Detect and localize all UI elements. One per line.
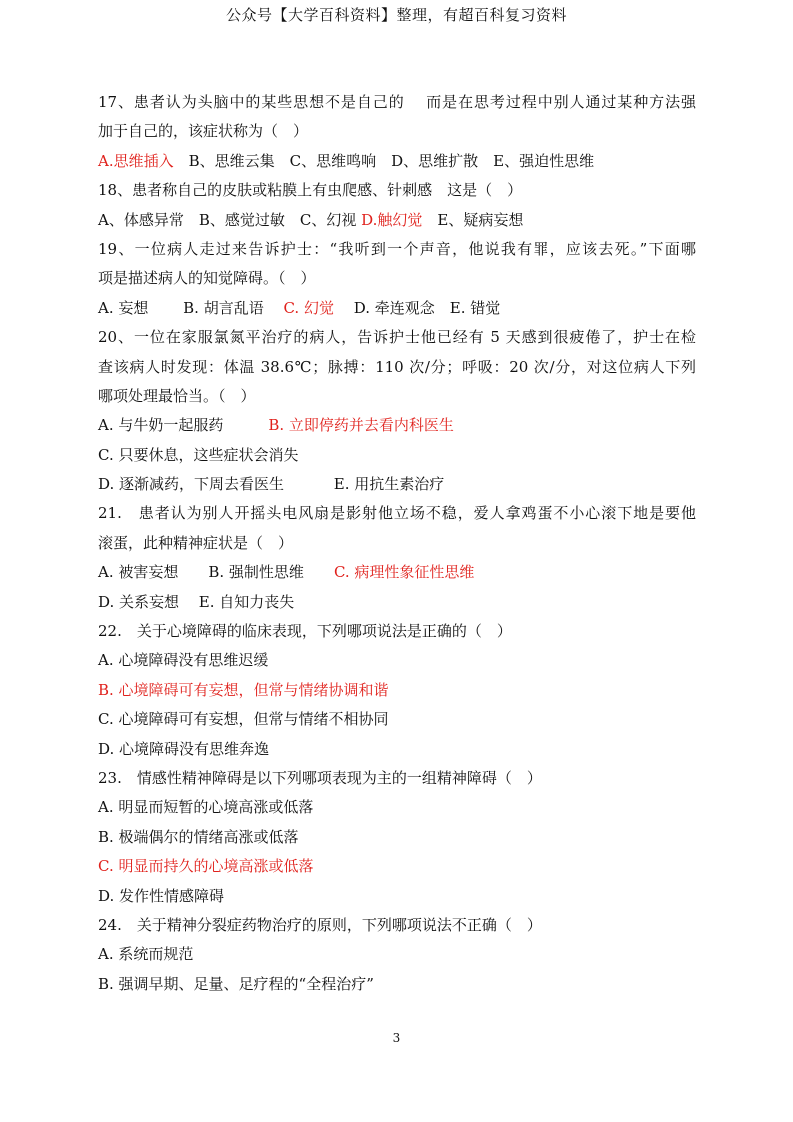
question-text: 18、患者称自己的皮肤或粘膜上有虫爬感、针刺感 这是（ ） [98,181,523,200]
page-header: 公众号【大学百科资料】整理，有超百科复习资料 [225,6,567,24]
question-text: 24. 关于精神分裂症药物治疗的原则，下列哪项说法不正确（ ） [98,915,542,934]
question-text: D. 关系妄想 E. 自知力丧失 [98,592,295,611]
question-text: B. 强调早期、足量、足疗程的“全程治疗” [98,974,374,993]
question-text: A. 明显而短暂的心境高涨或低落 [98,798,314,817]
text-line [98,176,696,205]
question-text: 滚蛋，此种精神症状是（ ） [98,533,294,552]
answer-text: B. 立即停药并去看内科医生 [268,416,454,435]
question-text: C. 只要休息，这些症状会消失 [98,445,299,464]
question-text: 19、一位病人走过来告诉护士：“我听到一个声音，他说我有罪，应该去死。”下面哪 [98,239,696,258]
text-line [98,294,696,323]
question-text: D. 牵连观念 E. 错觉 [333,298,501,317]
question-text: 20、一位在家服氯氮平治疗的病人，告诉护士他已经有 5 天感到很疲倦了，护士在检 [98,328,696,347]
text-line [98,764,696,793]
question-text: 22. 关于心境障碍的临床表现，下列哪项说法是正确的（ ） [98,622,512,641]
answer-text: C. 病理性象征性思维 [333,563,475,582]
text-line [98,499,696,528]
question-text: C. 心境障碍可有妄想，但常与情绪不相协同 [98,710,389,729]
text-line [98,793,696,822]
answer-text: C. 明显而持久的心境高涨或低落 [98,857,314,876]
question-text: A. 与牛奶一起服药 [98,416,269,435]
text-line [98,147,696,176]
text-line [98,588,696,617]
question-text: D. 逐渐减药，下周去看医生 E. 用抗生素治疗 [98,475,445,494]
question-text: 项是描述病人的知觉障碍。（ ） [98,269,316,288]
text-line [98,852,696,881]
page-number: 3 [392,1031,401,1045]
question-text: 23. 情感性精神障碍是以下列哪项表现为主的一组精神障碍（ ） [98,768,542,787]
text-line [98,735,696,764]
text-line [98,206,696,235]
question-text: 21. 患者认为别人开摇头电风扇是影射他立场不稳，爱人拿鸡蛋不小心滚下地是要他 [98,504,696,523]
text-line [98,441,696,470]
text-line [98,382,696,411]
question-text: 查该病人时发现：体温 38.6℃；脉搏：110 次/分；呼吸：20 次/分，对这位病人下列 [98,357,696,376]
question-text: 哪项处理最恰当。（ ） [98,386,256,405]
text-line [98,617,696,646]
document-body [98,88,696,999]
text-line [98,970,696,999]
question-text: A. 心境障碍没有思维迟缓 [98,651,269,670]
text-line [98,235,696,264]
text-line [98,529,696,558]
question-text: A. 妄想 B. 胡言乱语 [98,298,284,317]
text-line [98,411,696,440]
text-line [98,882,696,911]
text-line [98,676,696,705]
text-line [98,940,696,969]
question-text: B、思维云集 C、思维鸣响 D、思维扩散 E、强迫性思维 [173,151,595,170]
text-line [98,323,696,352]
text-line [98,705,696,734]
question-text: A. 系统而规范 [98,945,194,964]
text-line [98,264,696,293]
text-line [98,470,696,499]
answer-text: B. 心境障碍可有妄想，但常与情绪协调和谐 [98,680,389,699]
question-text: D. 心境障碍没有思维奔逸 [98,739,270,758]
text-line [98,117,696,146]
answer-text: D.触幻觉 [361,210,423,229]
question-text: A. 被害妄想 B. 强制性思维 [98,563,334,582]
text-line [98,911,696,940]
answer-text: C. 幻觉 [283,298,334,317]
question-text: D. 发作性情感障碍 [98,886,225,905]
question-text: B. 极端偶尔的情绪高涨或低落 [98,827,299,846]
question-text: A、体感异常 B、感觉过敏 C、幻视 [98,210,362,229]
question-text: 加于自己的，该症状称为（ ） [98,122,309,141]
text-line [98,558,696,587]
question-text: 17、患者认为头脑中的某些思想不是自己的 而是在思考过程中别人通过某种方法强 [98,93,696,111]
text-line [98,823,696,852]
question-text: E、疑病妄想 [422,210,524,229]
text-line [98,88,696,117]
text-line [98,646,696,675]
answer-text: A.思维插入 [98,151,174,170]
text-line [98,353,696,382]
